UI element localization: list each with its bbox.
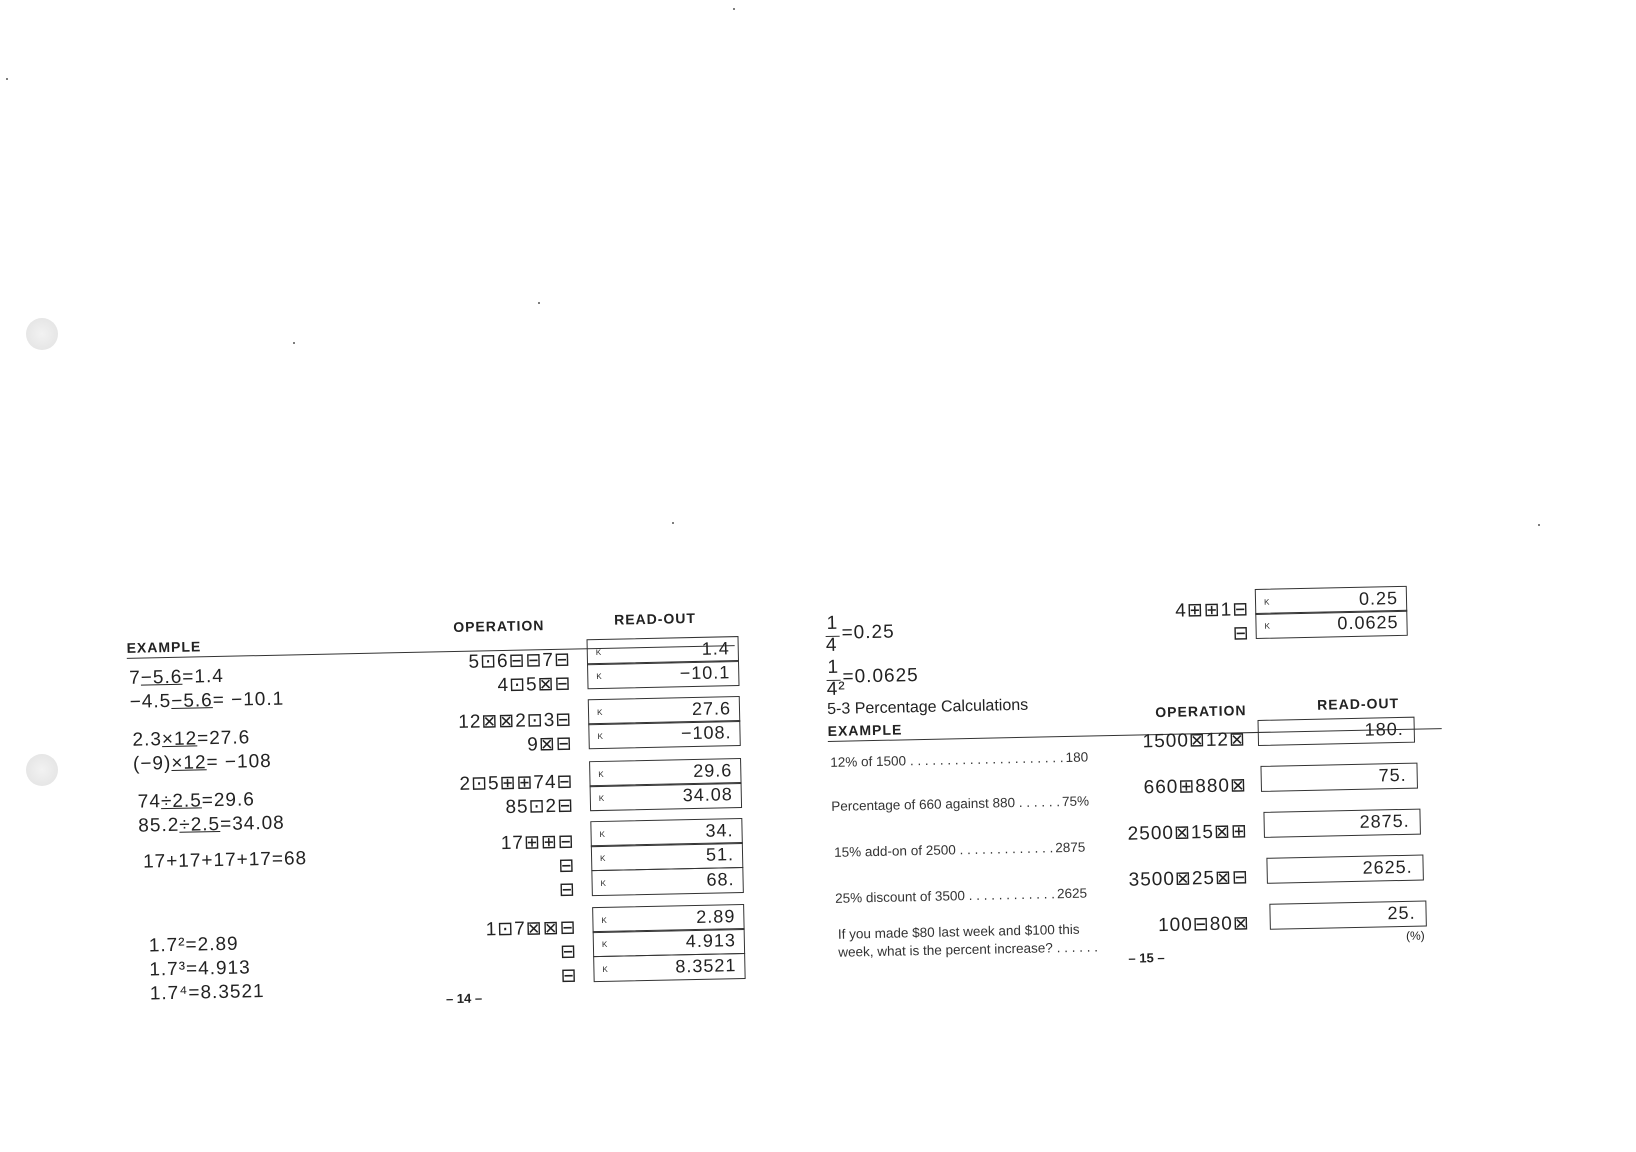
example-line: (−9)×12= −108 xyxy=(132,750,272,775)
scan-speck xyxy=(538,302,540,304)
readout-display: K 1.4 xyxy=(586,636,739,665)
operation-keys: 1⊡7⊠⊠⊟ xyxy=(485,917,577,941)
readout-display: K 2.89 xyxy=(592,903,745,932)
example-line: 74÷2.5=29.6 xyxy=(137,789,256,813)
percent-example: If you made $80 last week and $100 this xyxy=(837,921,1080,942)
header-readout: READ-OUT xyxy=(613,609,697,628)
binder-hole-bottom xyxy=(26,754,58,786)
readout-group xyxy=(592,905,746,982)
readout-group xyxy=(589,759,742,811)
readout-display: 75. xyxy=(1260,763,1418,792)
fraction-example: 1 4² =0.0625 xyxy=(826,656,919,700)
readout-display: K 34.08 xyxy=(590,782,743,811)
readout-display: 180. xyxy=(1258,717,1416,746)
readout-display: 2625. xyxy=(1266,855,1424,884)
percent-example: 12% of 1500 . . . . . . . . . . . . . . . . . . . . . 180 xyxy=(830,749,1089,770)
page-number: – 15 – xyxy=(1128,949,1165,966)
readout-group xyxy=(587,637,740,689)
scan-speck xyxy=(6,78,8,80)
readout-display: K 0.0625 xyxy=(1255,610,1408,639)
header-readout: READ-OUT xyxy=(1317,695,1400,713)
percent-example: 15% add-on of 2500 . . . . . . . . . . . . . 2875 xyxy=(834,839,1086,860)
operation-keys: ⊟ xyxy=(1232,623,1250,645)
operation-keys: 2⊡5⊞⊞74⊟ xyxy=(459,771,574,795)
example-line: −4.5−5.6= −10.1 xyxy=(129,688,285,713)
percent-example: Percentage of 660 against 880 . . . . . . 75% xyxy=(831,793,1090,814)
readout-display: 2875. xyxy=(1263,809,1421,838)
scan-speck xyxy=(293,342,295,344)
scan-speck xyxy=(672,522,674,524)
readout-display: K 29.6 xyxy=(589,758,742,787)
percent-example: week, what is the percent increase? . . . . . . xyxy=(838,939,1099,960)
readout-display: K 51. xyxy=(591,842,744,871)
operation-keys: ⊟ xyxy=(559,941,578,963)
operation-keys: 9⊠⊟ xyxy=(527,733,573,756)
operation-keys: 12⊠⊠2⊡3⊟ xyxy=(458,709,573,733)
page-15 xyxy=(825,587,1494,1025)
readout-display: K −108. xyxy=(588,720,741,749)
header-operation: OPERATION xyxy=(1155,702,1247,721)
readout-display: K 27.6 xyxy=(588,696,741,725)
readout-display: K 0.25 xyxy=(1255,585,1408,614)
readout-group xyxy=(588,697,741,749)
operation-keys: 1500⊠12⊠ xyxy=(1142,729,1247,753)
example-line: 1.7²=2.89 xyxy=(148,933,239,957)
readout-display: K 8.3521 xyxy=(593,952,746,981)
page-14 xyxy=(120,606,809,1060)
page-number: – 14 – xyxy=(445,990,483,1007)
operation-keys: 4⊞⊞1⊟ xyxy=(1175,599,1250,622)
percent-indicator: (%) xyxy=(1405,928,1425,943)
percent-example: 25% discount of 3500 . . . . . . . . . . . . 2625 xyxy=(834,885,1088,906)
example-line: 2.3×12=27.6 xyxy=(132,727,251,751)
operation-keys: 3500⊠25⊠⊟ xyxy=(1128,867,1250,891)
readout-display: K 4.913 xyxy=(593,928,746,957)
header-example: EXAMPLE xyxy=(827,721,903,739)
operation-keys: 17⊞⊞⊟ xyxy=(500,831,575,855)
operation-keys: 100⊟80⊠ xyxy=(1157,913,1250,937)
operation-keys: 2500⊠15⊠⊞ xyxy=(1127,821,1249,845)
operation-keys: ⊟ xyxy=(558,855,576,877)
operation-keys: 85⊡2⊟ xyxy=(505,795,575,818)
operation-keys: ⊟ xyxy=(560,965,578,987)
example-line: 17+17+17+17=68 xyxy=(142,848,308,873)
header-operation: OPERATION xyxy=(453,617,545,636)
example-line: 85.2÷2.5=34.08 xyxy=(138,812,285,837)
fraction-example: 1 4 =0.25 xyxy=(825,612,895,656)
readout-group xyxy=(590,819,744,896)
operation-keys: 5⊡6⊟⊟7⊟ xyxy=(468,649,572,673)
section-title: 5-3 Percentage Calculations xyxy=(827,696,1029,718)
scan-speck xyxy=(1538,524,1540,526)
scan-speck xyxy=(733,8,735,10)
readout-display: K −10.1 xyxy=(587,660,740,689)
readout-display: K 34. xyxy=(590,818,743,847)
example-line: 1.7³=4.913 xyxy=(149,957,251,981)
readout-display: 25. xyxy=(1269,900,1427,929)
readout-group xyxy=(1255,587,1408,639)
header-example: EXAMPLE xyxy=(126,638,202,656)
operation-keys: 660⊞880⊠ xyxy=(1143,775,1248,799)
example-line: 1.7⁴=8.3521 xyxy=(149,981,265,1005)
readout-display: K 68. xyxy=(591,867,744,896)
binder-hole-top xyxy=(26,318,58,350)
operation-keys: ⊟ xyxy=(558,879,576,901)
operation-keys: 4⊡5⊠⊟ xyxy=(497,673,572,697)
example-line: 7−5.6=1.4 xyxy=(129,665,225,689)
